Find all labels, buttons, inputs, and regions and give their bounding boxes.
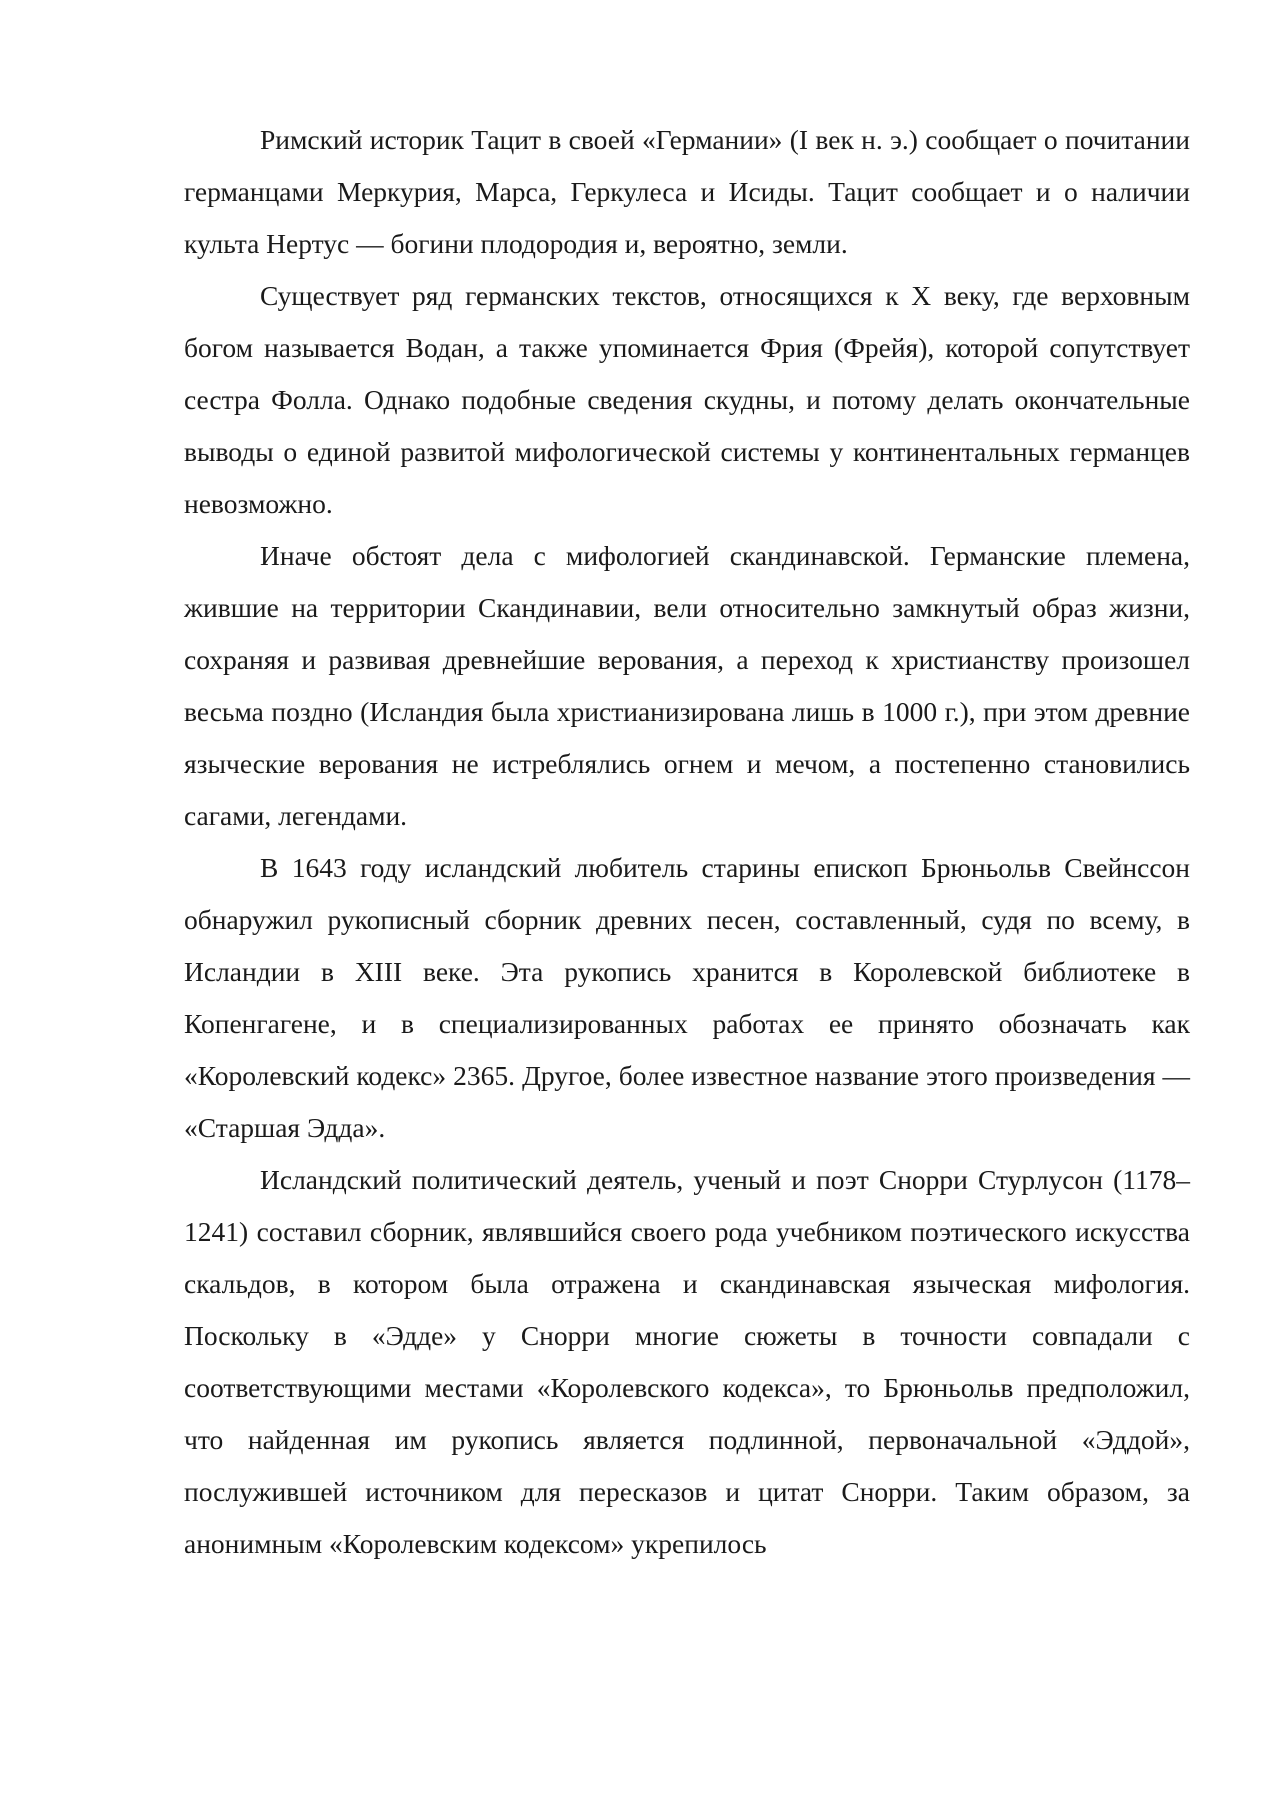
paragraph-codex-regius: В 1643 году исландский любитель старины епископ Брюньольв Свейнссон обнаружил рукописный сборник древних песен, составленный, судя по всему, в Исландии в XIII веке. Эта рукопись хранится в Королевской библиотеке в Копенгагене, и в специализированных работах ее принято обозначать как «Королевский кодекс» 2365. Другое, более известное название этого произведения — «Старшая Эдда». [184,852,1190,1143]
paragraph-germanic-texts: Существует ряд германских текстов, относящихся к X веку, где верховным богом называется Водан, а также упоминается Фрия (Фрейя), которой сопутствует сестра Фолла. Однако подобные сведения скудны, и потому делать окончательные выводы о единой развитой мифологической системы у континентальных германцев невозможно. [184,280,1190,519]
paragraph-scandinavian-mythology: Иначе обстоят дела с мифологией скандинавской. Германские племена, жившие на территории Скандинавии, вели относительно замкнутый образ жизни, сохраняя и развивая древнейшие верования, а переход к христианству произошел весьма поздно (Исландия была христианизирована лишь в 1000 г.), при этом древние языческие верования не истреблялись огнем и мечом, а постепенно становились сагами, легендами. [184,540,1190,831]
paragraph-tacitus: Римский историк Тацит в своей «Германии» (I век н. э.) сообщает о почитании германцами Меркурия, Марса, Геркулеса и Исиды. Тацит сообщает и о наличии культа Нертус — богини плодородия и, вероятно, земли. [184,124,1190,259]
paragraph-snorri-sturluson: Исландский политический деятель, ученый и поэт Снорри Стурлусон (1178–1241) составил сборник, являвшийся своего рода учебником поэтического искусства скальдов, в котором была отражена и скандинавская языческая мифология. Поскольку в «Эдде» у Снорри многие сюжеты в точности совпадали с соответствующими местами «Королевского кодекса», то Брюньольв предположил, что найденная им рукопись является подлинной, первоначальной «Эддой», послужившей источником для пересказов и цитат Снорри. Таким образом, за анонимным «Королевским кодексом» укрепилось [184,1164,1190,1559]
document-body [184,114,1190,1570]
